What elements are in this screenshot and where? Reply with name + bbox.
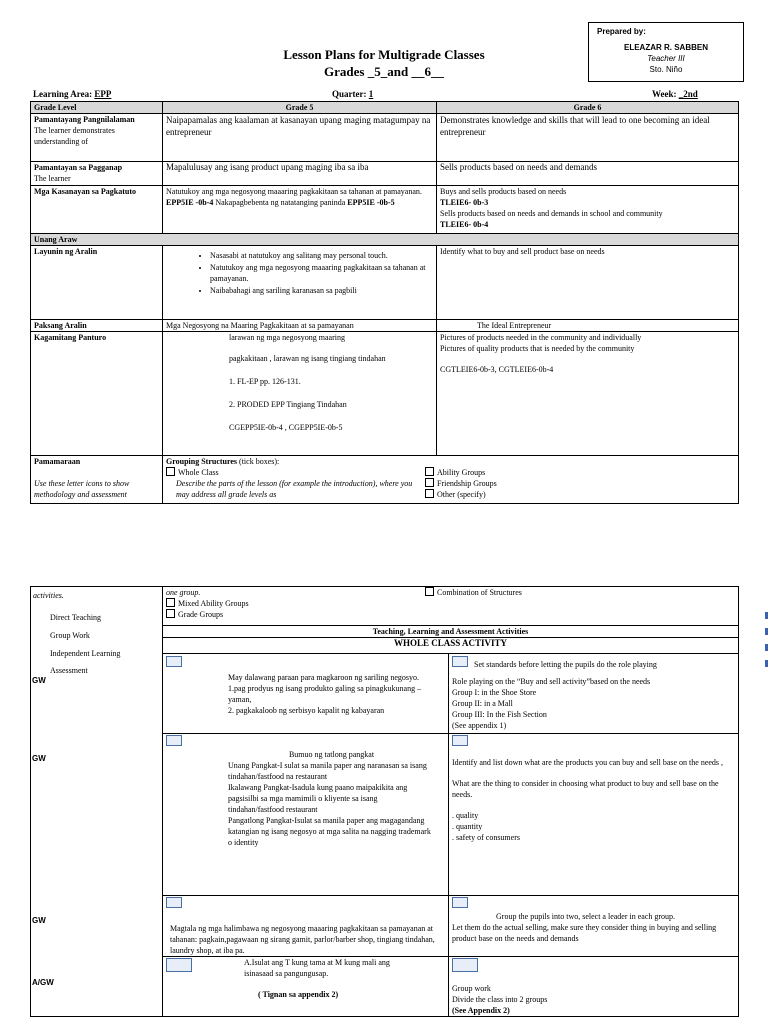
row-label: Mga Kasanayan sa Pagkatuto xyxy=(31,186,163,234)
row-label xyxy=(31,456,163,504)
activity-line: (See Appendix 2) xyxy=(452,1006,510,1015)
checkbox-icon[interactable] xyxy=(166,609,175,618)
left-column xyxy=(31,957,163,1017)
material-line: Pictures of quality products that is needed by the community xyxy=(440,344,635,353)
row-label-sub: The learner xyxy=(34,174,71,183)
grade5-cell: Mga Negosyong na Maaring Pagkakitaan at sa pamayanan xyxy=(163,320,437,332)
material-line: pagkakitaan , larawan ng isang tingiang tindahan xyxy=(229,354,386,363)
method-icon[interactable] xyxy=(452,958,478,972)
grade5-cell xyxy=(163,654,449,734)
row-label-note: Use these letter icons to show methodology and assessment xyxy=(34,479,130,499)
option-other[interactable] xyxy=(425,489,486,500)
list-item: • Naibabahagi ang sariling karanasan sa pagbili xyxy=(210,285,433,296)
table-row xyxy=(31,456,739,504)
row-label-sub: The learner demonstrates understanding of xyxy=(34,126,115,146)
competency-code: TLEIE6- 0b-4 xyxy=(440,220,489,229)
method-icon[interactable] xyxy=(166,897,182,908)
checkbox-icon[interactable] xyxy=(425,489,434,498)
grade5-cell: Naipapamalas ang kaalaman at kasanayan upang maging matagumpay na entrepreneur xyxy=(163,114,437,162)
material-line: CGTLEIE6-0b-3, CGTLEIE6-0b-4 xyxy=(440,365,554,374)
option-friendship-groups[interactable] xyxy=(425,478,497,489)
table-header-row xyxy=(31,102,739,114)
option-label: Friendship Groups xyxy=(437,479,497,488)
grade6-cell: The Ideal Entrepreneur xyxy=(437,320,739,332)
tag-gw: GW xyxy=(32,916,46,925)
table-row xyxy=(31,332,739,456)
row-label: Kagamitang Panturo xyxy=(31,332,163,456)
competency-code: EPP5IE -0b-5 xyxy=(347,198,395,207)
table-row xyxy=(31,114,739,162)
grouping-title-rest: (tick boxes): xyxy=(237,457,280,466)
grade5-cell xyxy=(163,186,437,234)
learning-area xyxy=(33,89,111,99)
material-line: 2. PRODED EPP Tingiang Tindahan xyxy=(229,400,347,409)
learning-area-label: Learning Area: xyxy=(33,89,93,99)
row-label-bold: Pamantayan sa Pagganap xyxy=(34,163,123,172)
activity-text xyxy=(166,672,445,716)
material-line: CGEPP5IE-0b-4 , CGEPP5IE-0b-5 xyxy=(229,423,343,432)
activity-line: What are the thing to consider in choosing what product to buy and sell base on the needs. xyxy=(452,779,719,799)
week-value: _2nd xyxy=(678,89,698,99)
tla-heading: Teaching, Learning and Assessment Activities xyxy=(163,626,739,638)
checkbox-icon[interactable] xyxy=(425,467,434,476)
competency-text: Buys and sells products based on needs xyxy=(440,187,567,196)
checkbox-icon[interactable] xyxy=(425,478,434,487)
grouping-title-bold: Grouping Structures xyxy=(166,457,238,466)
checkbox-icon[interactable] xyxy=(166,598,175,607)
method-icon[interactable] xyxy=(452,656,468,667)
activity-line: A.Isulat ang T kung tama at M kung mali ang isinasaad sa pangungusap. xyxy=(244,958,390,978)
activity-text xyxy=(166,749,445,848)
row-label: Paksang Aralin xyxy=(31,320,163,332)
competency-code: TLEIE6- 0b-3 xyxy=(440,198,489,207)
table-row xyxy=(31,734,739,896)
grade5-cell xyxy=(163,246,437,320)
grouping-cell xyxy=(163,587,739,626)
left-column xyxy=(31,654,163,734)
activity-head-text: Group the pupils into two, select a leader in each group. xyxy=(496,912,676,921)
method-icon[interactable] xyxy=(166,735,182,746)
activity-line: Group work xyxy=(452,984,491,993)
day-row xyxy=(31,234,739,246)
competency-text: Natutukoy ang mga negosyong maaaring pagkakitaan sa tahanan at pamayanan. xyxy=(166,187,422,196)
grouping-title xyxy=(166,456,735,467)
list-item: • Nasasabi at natutukoy ang salitang may personal touch. xyxy=(210,250,433,261)
grade6-cell: Demonstrates knowledge and skills that will lead to one becoming an ideal entrepreneur xyxy=(437,114,739,162)
header-grade-level: Grade Level xyxy=(31,102,163,114)
option-label: Whole Class xyxy=(178,468,219,477)
tag-gw: GW xyxy=(32,754,46,763)
tag-agw: A/GW xyxy=(32,978,54,987)
grade6-cell xyxy=(437,186,739,234)
table-row xyxy=(31,246,739,320)
option-label: Ability Groups xyxy=(437,468,486,477)
whole-class-heading: WHOLE CLASS ACTIVITY xyxy=(163,638,739,654)
row-label xyxy=(31,162,163,186)
week xyxy=(652,89,698,99)
learning-area-value: EPP xyxy=(94,89,112,99)
header-grade5: Grade 5 xyxy=(163,102,437,114)
grade5-cell xyxy=(163,734,449,896)
grade6-cell: Identify what to buy and sell product base on needs xyxy=(437,246,739,320)
material-line: 1. FL-EP pp. 126-131. xyxy=(229,377,301,386)
activity-line: Unang Pangkat-I sulat sa manila paper ang naranasan sa isang tindahan/fastfood na restaurant xyxy=(228,761,427,781)
competency-text: Sells products based on needs and demands in school and community xyxy=(440,209,663,218)
activities-table xyxy=(30,586,739,1017)
competency-code: EPP5IE -0b-4 xyxy=(166,198,214,207)
prepared-by-label: Prepared by: xyxy=(597,27,646,36)
table-row xyxy=(31,162,739,186)
activity-line: Group II: in a Mall xyxy=(452,699,513,708)
table-row xyxy=(31,896,739,957)
activity-line: Identify and list down what are the products you can buy and sell base on the needs , xyxy=(452,758,724,767)
grade6-cell xyxy=(449,957,739,1017)
method-icon[interactable] xyxy=(452,897,468,908)
activity-line: Ikalawang Pangkat-Isadula kung paano maipakikita ang pagsisilbi sa mga mamimili o kliyente sa isang tindahan/fastfood restaurant xyxy=(228,783,408,814)
activity-line: Pangatlong Pangkat-Isulat sa manila paper ang magagandang katangian ng isang negosyo at mga salita na nagging trademark o identity xyxy=(228,816,431,847)
activity-line: 2. pagkakaloob ng serbisyo kapalit ng kabayaran xyxy=(228,706,385,715)
grade5-cell xyxy=(163,957,449,1017)
left-column xyxy=(31,734,163,896)
option-label: Grade Groups xyxy=(178,610,224,619)
grade6-cell xyxy=(437,332,739,456)
checkbox-icon[interactable] xyxy=(166,467,175,476)
option-label: Mixed Ability Groups xyxy=(178,599,249,608)
page-title: Lesson Plans for Multigrade Classes xyxy=(283,47,485,62)
grouping-cell xyxy=(163,456,739,504)
checkbox-icon[interactable] xyxy=(425,587,434,596)
row-label-bold: Pamantayang Pangnilalaman xyxy=(34,115,135,124)
activity-line: (See appendix 1) xyxy=(452,721,507,730)
teacher-place: Sto. Niño xyxy=(649,65,683,74)
material-line: larawan ng mga negosyong maaring xyxy=(229,333,345,342)
activity-line: Group III: In the Fish Section xyxy=(452,710,547,719)
grade5-cell xyxy=(163,332,437,456)
grade6-cell xyxy=(449,654,739,734)
list-item: . safety of consumers xyxy=(452,833,520,842)
quarter-label: Quarter: xyxy=(332,89,367,99)
list-item: . quality xyxy=(452,811,479,820)
day-label: Unang Araw xyxy=(31,234,739,246)
activity-text xyxy=(166,957,445,1000)
option-label: Other (specify) xyxy=(437,490,486,499)
method-icon[interactable] xyxy=(452,735,468,746)
activity-line: Role playing on the “Buy and sell activity”based on the needs xyxy=(452,677,651,686)
grade5-cell: Mapalulusay ang isang product upang maging iba sa iba xyxy=(163,162,437,186)
grade6-cell xyxy=(449,896,739,957)
activity-line: Let them do the actual selling, make sure they consider thing in buying and selling product base on the needs and demands xyxy=(452,923,717,943)
competency-text: Nakapagbebenta ng natatanging paninda xyxy=(215,198,346,207)
left-column xyxy=(31,587,163,654)
table-row xyxy=(31,186,739,234)
method-group-work: Group Work xyxy=(50,631,90,640)
option-mixed-ability[interactable] xyxy=(166,598,735,609)
activity-head-text: Bumuo ng tatlong pangkat xyxy=(288,750,375,759)
one-group-note: one group. xyxy=(166,588,201,597)
activity-line: 1.pag prodyus ng isang produkto galing sa pinagkukunang –yaman, xyxy=(228,684,422,704)
grade5-cell xyxy=(163,896,449,957)
page-subtitle: Grades _5_and __6__ xyxy=(324,64,444,79)
row-label xyxy=(31,114,163,162)
row-label-bold: Pamamaraan xyxy=(34,457,81,466)
lesson-plan-table xyxy=(30,101,739,504)
tag-gw: GW xyxy=(32,676,46,685)
method-direct-teaching: Direct Teaching xyxy=(50,613,102,622)
teacher-role: Teacher III xyxy=(647,54,685,63)
method-icon[interactable] xyxy=(166,958,192,972)
table-row xyxy=(31,654,739,734)
left-column xyxy=(31,896,163,957)
activity-line: Magtala ng mga halimbawa ng negosyong maaaring pagkakitaan sa pamayanan at tahanan: pagkain,pagawaan ng sirang gamit, parlor/barber shop, tingiang tindahan, laundry shop, at iba pa. xyxy=(170,924,435,955)
activities-label: activities. xyxy=(33,591,64,600)
method-independent-learning: Independent Learning xyxy=(50,649,121,658)
activity-line: May dalawang paraan para magkaroon ng sariling negosyo. xyxy=(228,673,420,682)
list-item: • Natutukoy ang mga negosyong maaaring pagkakitaan sa tahanan at pamayanan. xyxy=(210,262,433,284)
option-label: Combination of Structures xyxy=(437,588,522,597)
activity-head xyxy=(452,656,735,670)
activity-head-text: Set standards before letting the pupils do the role playing xyxy=(474,660,657,669)
grade6-cell xyxy=(449,734,739,896)
table-row xyxy=(31,320,739,332)
row-label: Layunin ng Aralin xyxy=(31,246,163,320)
objectives-list xyxy=(166,250,433,296)
week-label: Week: xyxy=(652,89,677,99)
grade6-cell: Sells products based on needs and demands xyxy=(437,162,739,186)
material-line: Pictures of products needed in the community and individually xyxy=(440,333,642,342)
table-row xyxy=(31,957,739,1017)
teacher-name: ELEAZAR R. SABBEN xyxy=(623,43,708,52)
option-grade-groups[interactable] xyxy=(166,609,735,620)
option-combination[interactable] xyxy=(425,587,522,598)
option-ability-groups[interactable] xyxy=(425,467,485,478)
list-item: . quantity xyxy=(452,822,483,831)
describe-note: Describe the parts of the lesson (for example the introduction), where you may address all grade levels as xyxy=(176,479,413,499)
method-icon[interactable] xyxy=(166,656,182,667)
method-assessment: Assessment xyxy=(50,666,88,675)
quarter-value: 1 xyxy=(368,89,374,99)
header-grade6: Grade 6 xyxy=(437,102,739,114)
table-row xyxy=(31,587,739,626)
activity-line: Group I: in the Shoe Store xyxy=(452,688,537,697)
activity-line: Divide the class into 2 groups xyxy=(452,995,548,1004)
quarter xyxy=(332,89,373,99)
activity-line: ( Tignan sa appendix 2) xyxy=(258,990,339,999)
